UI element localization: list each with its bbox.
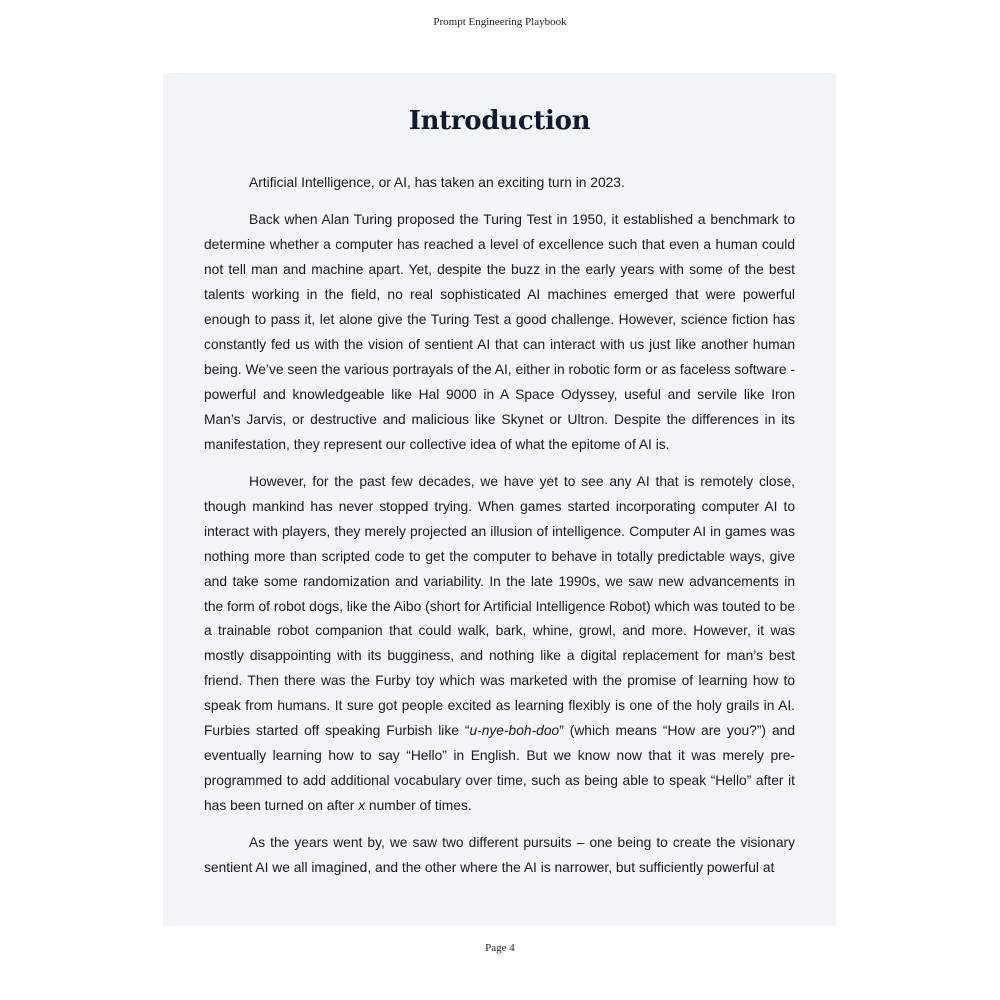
paragraph-4: As the years went by, we saw two different pursuits – one being to create the visionary sentient AI we all imagined, and the other where the AI is narrower, but sufficiently powerful at (204, 835, 795, 876)
page-number: Page 4 (485, 942, 515, 954)
paragraph-2: Back when Alan Turing proposed the Turing Test in 1950, it established a benchmark to determine whether a computer has reached a level of excellence such that even a human could not tell man and machine apart. Yet, despite the buzz in the early years with some of the best talents working in the field, no real sophisticated AI machines emerged that were powerful enough to pass it, let alone give the Turing Test a good challenge. However, science fiction has constantly fed us with the vision of sentient AI that can interact with us just like another human being. We’ve seen the various portrayals of the AI, either in robotic form or as faceless software - powerful and knowledgeable like Hal 9000 in A Space Odyssey, useful and servile like Iron Man’s Jarvis, or destructive and malicious like Skynet or Ultron. Despite the differences in its manifestation, they represent our collective idea of what the epitome of AI is. (204, 212, 795, 452)
running-header: Prompt Engineering Playbook (433, 16, 567, 28)
paragraph-3-text-a: However, for the past few decades, we have yet to see any AI that is remotely close, though mankind has never stopped trying. When games started incorporating computer AI to interact with players, they merely projected an illusion of intelligence. Computer AI in games was nothing more than scripted code to get the computer to behave in totally predictable ways, give and take some randomization and variability. In the late 1990s, we saw new advancements in the form of robot dogs, like the Aibo (short for Artificial Intelligence Robot) which was touted to be a trainable robot companion that could walk, bark, whine, growl, and more. However, it was mostly disappointing with its bugginess, and nothing like a digital replacement for man’s best friend. Then there was the Furby toy which was marketed with the promise of learning how to speak from humans. It sure got people excited as learning flexibly is one of the holy grails in AI. Furbies started off speaking Furbish like “ (204, 473, 795, 739)
furbish-phrase: u-nye-boh-doo (469, 723, 560, 739)
body-text (204, 171, 795, 881)
italic-variable: x (358, 797, 366, 813)
paragraph-3-text-b: ” (which means “How are you?”) and eventually learning how to say “Hello” in English. But we know now that it was merely pre-programmed to add additional vocabulary over time, such as being able to speak “Hello” after it has been turned on after (204, 723, 795, 813)
chapter-title: Introduction (408, 106, 591, 136)
paragraph-3 (204, 470, 795, 819)
paragraph-3-text-c: number of times. (365, 797, 472, 813)
paragraph-1: Artificial Intelligence, or AI, has taken an exciting turn in 2023. (249, 175, 625, 190)
